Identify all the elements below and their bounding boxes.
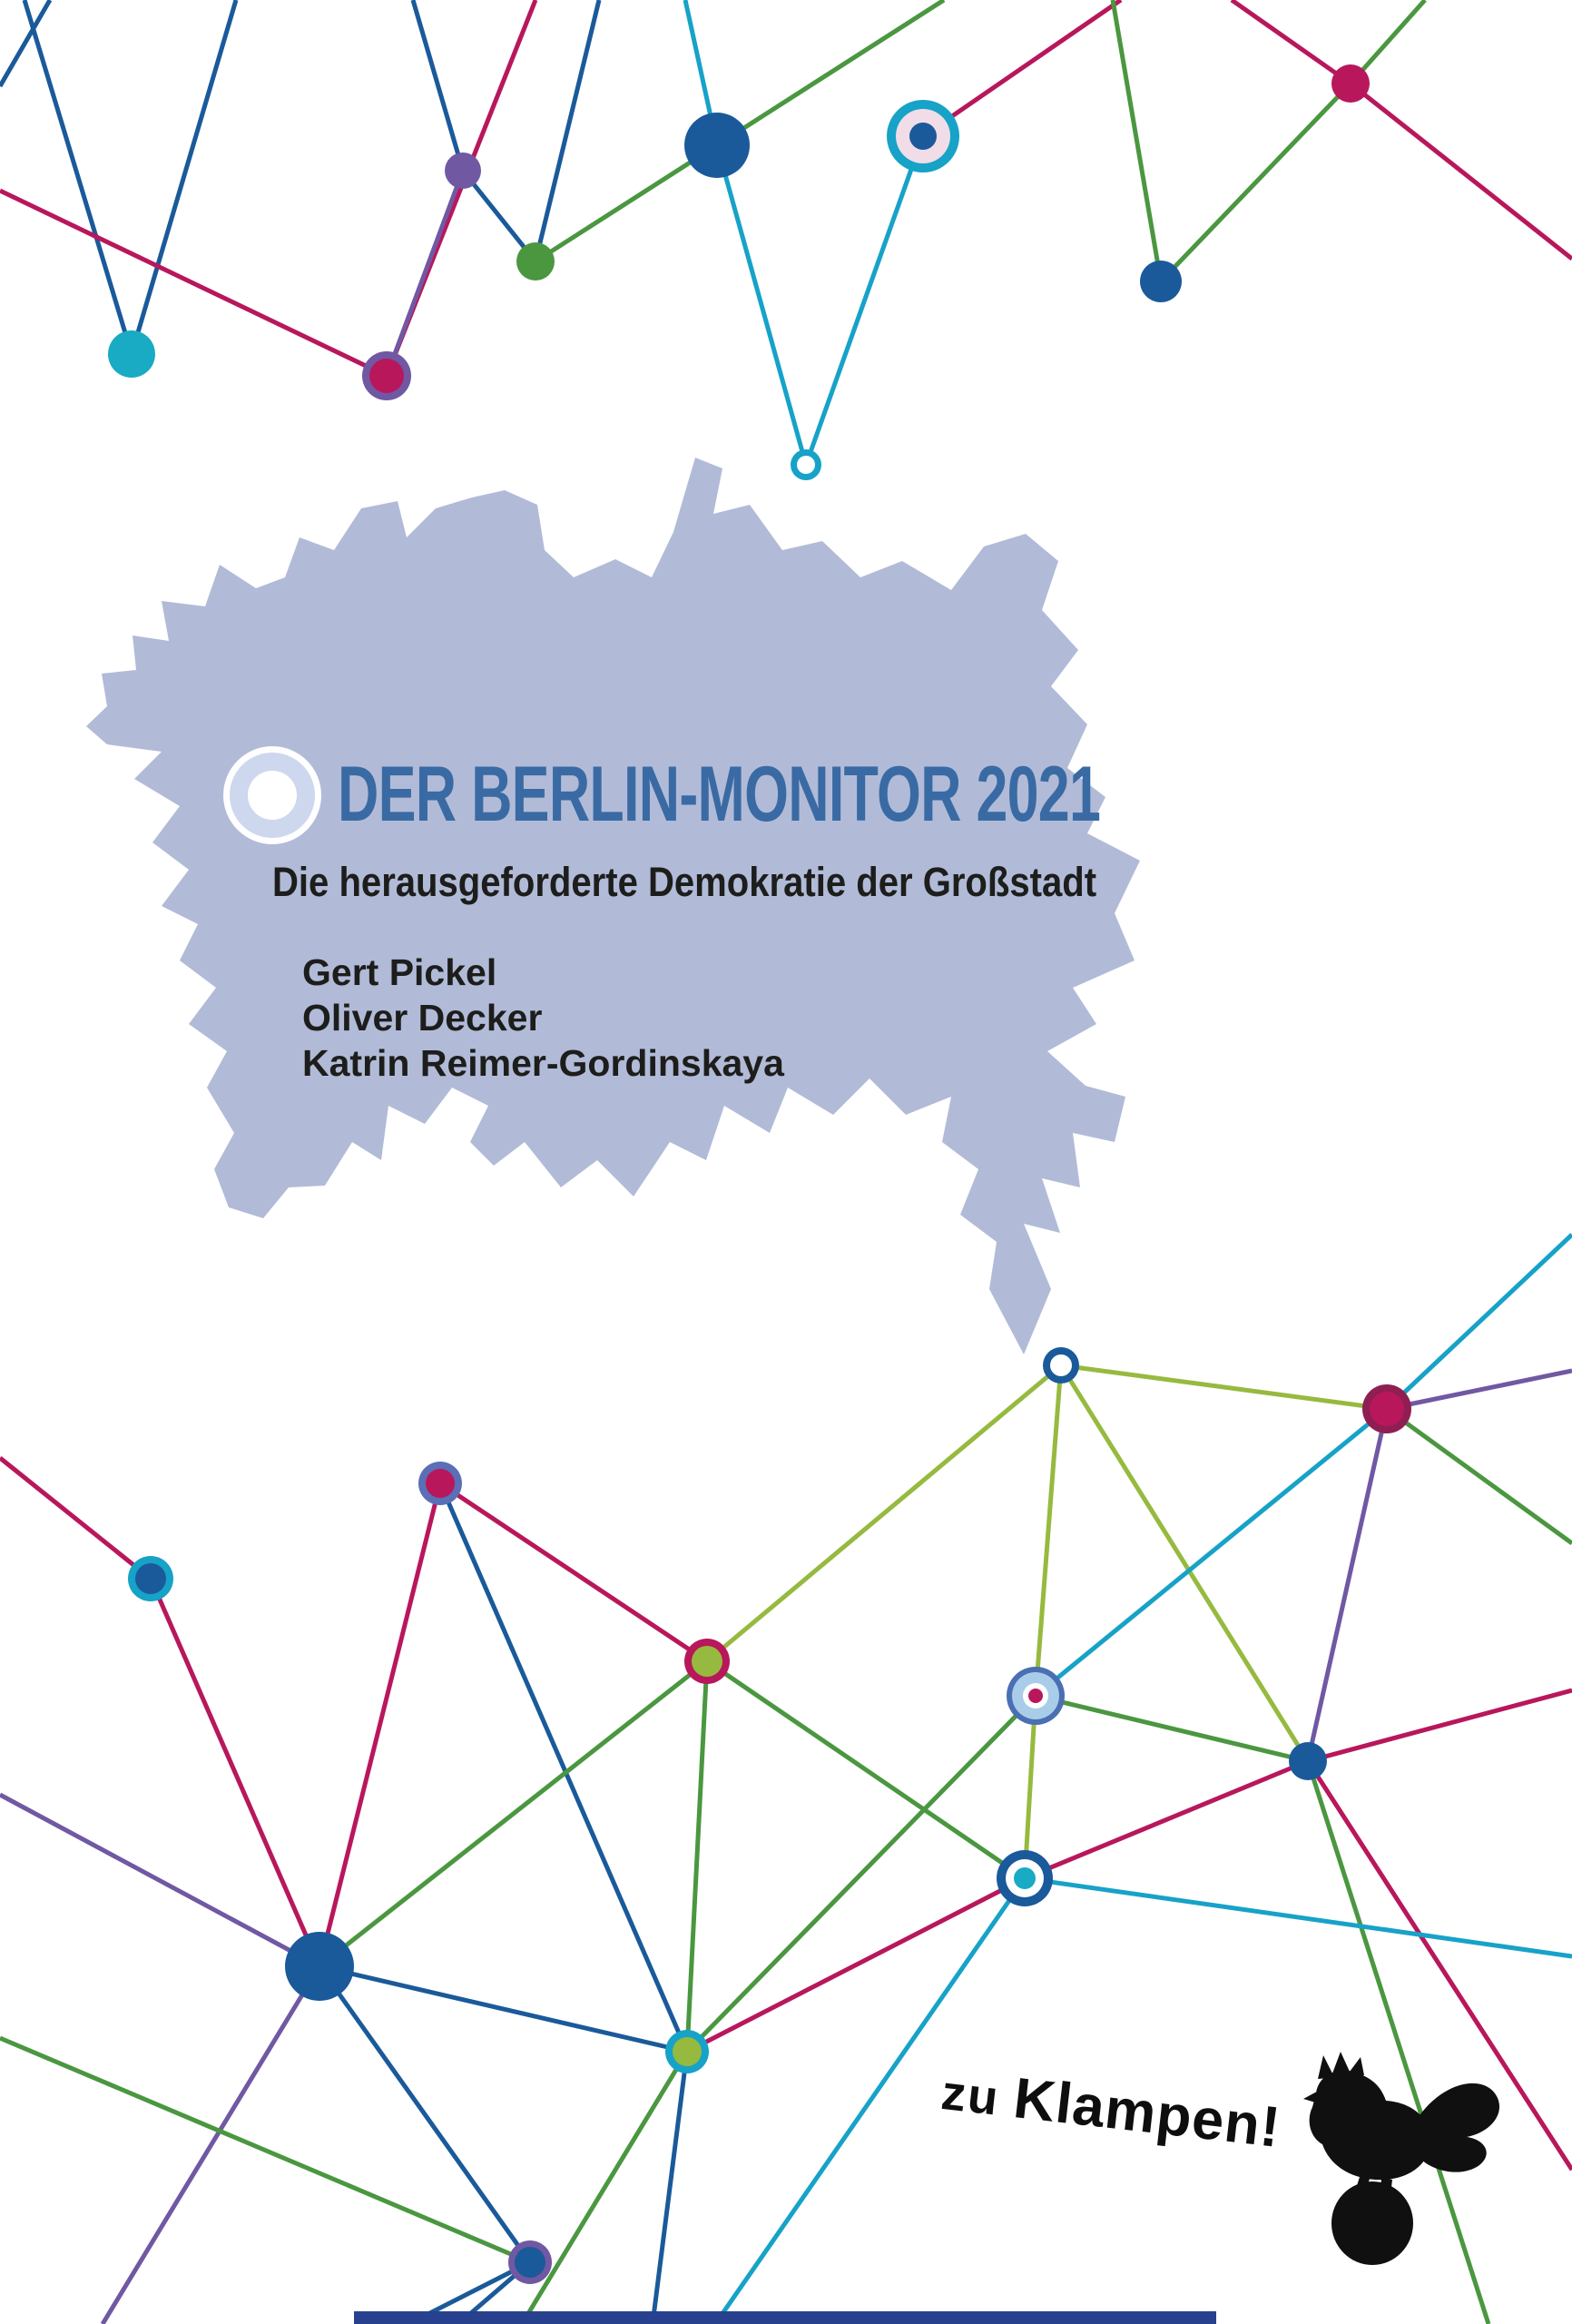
subtitle: Die herausgeforderte Demokratie der Großstadt	[272, 859, 1097, 905]
publisher-prefix: zu	[938, 2064, 1003, 2126]
bottom-bar	[354, 2311, 1216, 2324]
publisher-name: Klampen!	[1010, 2066, 1284, 2160]
author-name: Katrin Reimer-Gordinskaya	[302, 1042, 784, 1084]
subtitle-block	[272, 861, 1198, 904]
author-name: Oliver Decker	[302, 997, 543, 1039]
author-name: Gert Pickel	[302, 951, 497, 993]
ring-icon	[223, 746, 321, 844]
authors-block	[302, 950, 784, 1086]
rooster-icon	[1303, 2052, 1499, 2265]
title-block	[338, 751, 1382, 838]
berlin-map-silhouette	[86, 458, 1140, 1354]
page-title: DER BERLIN-MONITOR 2021	[338, 751, 1101, 838]
